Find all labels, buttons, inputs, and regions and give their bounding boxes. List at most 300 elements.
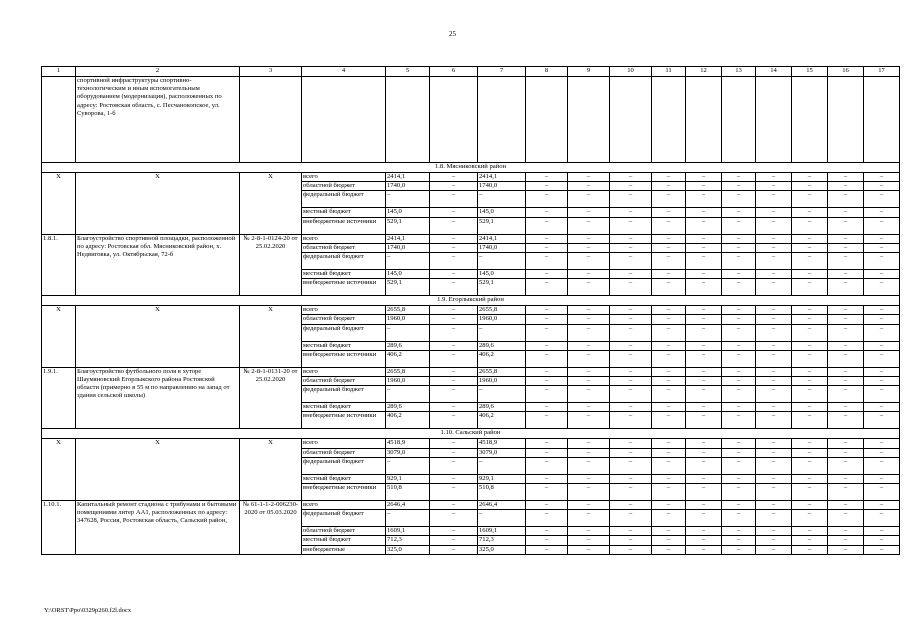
value-col7: 1960,0 [478,377,526,386]
value-col5: 289,6 [386,403,430,412]
table-row [42,501,900,510]
value-dash: – [652,457,686,474]
value-dash: – [652,217,686,234]
value-dash: – [722,341,756,350]
value-col7: – [478,510,526,527]
value-dash: – [610,243,652,252]
value-col7: 325,0 [478,545,526,554]
funding-source: федеральный бюджет [302,510,386,527]
value-dash: – [568,536,610,545]
column-number: 13 [722,67,756,77]
cell-empty [386,77,430,163]
column-number: 8 [526,67,568,77]
value-dash: – [526,386,568,403]
value-col6: – [430,536,478,545]
funding-source: местный бюджет [302,474,386,483]
value-dash: – [864,536,900,545]
value-dash: – [610,182,652,191]
value-dash: – [568,501,610,510]
value-dash: – [756,510,792,527]
value-dash: – [828,191,864,208]
value-dash: – [756,270,792,279]
value-dash: – [526,510,568,527]
value-col6: – [430,457,478,474]
value-dash: – [526,234,568,243]
value-dash: – [756,208,792,217]
value-dash: – [568,474,610,483]
value-dash: – [792,234,828,243]
value-dash: – [652,367,686,376]
value-col5: 145,0 [386,208,430,217]
value-dash: – [722,377,756,386]
value-dash: – [568,279,610,296]
value-dash: – [652,350,686,367]
value-dash: – [610,253,652,270]
value-col5: – [386,510,430,527]
value-col7: 145,0 [478,270,526,279]
value-dash: – [722,279,756,296]
value-dash: – [828,253,864,270]
page-number: 25 [449,30,456,38]
value-col5: – [386,386,430,403]
value-dash: – [864,182,900,191]
value-dash: – [792,208,828,217]
value-dash: – [756,501,792,510]
cell-empty [430,77,478,163]
value-dash: – [864,341,900,350]
value-dash: – [686,457,722,474]
value-dash: – [686,324,722,341]
value-dash: – [792,377,828,386]
value-dash: – [864,448,900,457]
value-dash: – [756,279,792,296]
column-number: 15 [792,67,828,77]
value-dash: – [722,403,756,412]
value-col6: – [430,510,478,527]
value-dash: – [610,341,652,350]
value-dash: – [686,377,722,386]
value-dash: – [652,191,686,208]
value-col7: 406,2 [478,350,526,367]
funding-source: областной бюджет [302,527,386,536]
value-dash: – [568,306,610,315]
value-col7: – [478,457,526,474]
value-dash: – [828,173,864,182]
value-dash: – [864,501,900,510]
value-dash: – [652,279,686,296]
value-dash: – [864,412,900,429]
value-dash: – [828,377,864,386]
value-dash: – [686,545,722,554]
value-dash: – [864,279,900,296]
value-dash: – [610,324,652,341]
value-col7: 289,6 [478,341,526,350]
value-dash: – [526,341,568,350]
value-dash: – [652,484,686,501]
value-col6: – [430,217,478,234]
funding-source: федеральный бюджет [302,191,386,208]
value-dash: – [828,439,864,448]
value-col7: 1609,1 [478,527,526,536]
value-dash: – [568,412,610,429]
value-dash: – [828,403,864,412]
table-row [42,306,900,315]
document-ref: X [240,173,302,235]
value-dash: – [792,324,828,341]
value-col7: 406,2 [478,412,526,429]
value-dash: – [610,208,652,217]
value-col6: – [430,474,478,483]
value-dash: – [652,386,686,403]
column-number: 6 [430,67,478,77]
value-dash: – [792,253,828,270]
funding-source: областной бюджет [302,448,386,457]
cell-empty [610,77,652,163]
value-dash: – [756,217,792,234]
value-dash: – [568,448,610,457]
value-dash: – [526,403,568,412]
value-col5: 406,2 [386,412,430,429]
value-dash: – [686,439,722,448]
value-dash: – [568,234,610,243]
value-dash: – [828,270,864,279]
value-dash: – [686,484,722,501]
section-title: 1.10. Сальский район [42,429,900,439]
value-dash: – [526,527,568,536]
funding-source: областной бюджет [302,315,386,324]
funding-source: внебюджетные источники [302,217,386,234]
value-col5: 406,2 [386,350,430,367]
funding-source: местный бюджет [302,208,386,217]
value-dash: – [828,386,864,403]
value-dash: – [722,173,756,182]
value-col7: – [478,324,526,341]
value-dash: – [792,484,828,501]
value-col6: – [430,448,478,457]
value-dash: – [610,457,652,474]
value-dash: – [864,173,900,182]
column-number: 2 [76,67,240,77]
value-dash: – [828,315,864,324]
section-title: 1.9. Егорлыкский район [42,296,900,306]
funding-source: всего [302,173,386,182]
value-dash: – [792,243,828,252]
value-dash: – [652,474,686,483]
value-dash: – [686,474,722,483]
value-col7: 2414,1 [478,234,526,243]
object-name: X [76,306,240,368]
value-dash: – [864,253,900,270]
cell-empty [686,77,722,163]
value-col6: – [430,315,478,324]
value-col5: 2414,1 [386,234,430,243]
value-dash: – [686,367,722,376]
value-dash: – [864,527,900,536]
column-number: 9 [568,67,610,77]
value-col6: – [430,243,478,252]
value-dash: – [828,182,864,191]
cell-empty [652,77,686,163]
value-col6: – [430,253,478,270]
value-col6: – [430,234,478,243]
funding-source: местный бюджет [302,270,386,279]
value-dash: – [686,350,722,367]
table-row [42,367,900,376]
value-dash: – [610,448,652,457]
value-dash: – [864,403,900,412]
cell-empty [302,77,386,163]
value-dash: – [652,545,686,554]
value-col6: – [430,527,478,536]
value-dash: – [792,474,828,483]
value-dash: – [686,191,722,208]
row-number: 1.9.1. [42,367,76,429]
value-dash: – [864,234,900,243]
value-dash: – [686,182,722,191]
value-dash: – [568,191,610,208]
value-col6: – [430,545,478,554]
value-dash: – [828,448,864,457]
value-dash: – [610,234,652,243]
value-dash: – [686,527,722,536]
value-dash: – [568,510,610,527]
funding-source: местный бюджет [302,536,386,545]
value-dash: – [652,182,686,191]
value-dash: – [756,448,792,457]
value-col6: – [430,191,478,208]
value-dash: – [722,501,756,510]
value-col5: 510,8 [386,484,430,501]
value-dash: – [792,315,828,324]
table-row [42,173,900,182]
value-dash: – [652,527,686,536]
column-number: 3 [240,67,302,77]
value-dash: – [610,527,652,536]
value-dash: – [686,315,722,324]
value-dash: – [652,501,686,510]
value-dash: – [526,377,568,386]
value-col7: 929,1 [478,474,526,483]
value-dash: – [526,173,568,182]
value-col7: 2414,1 [478,173,526,182]
value-col5: 2655,8 [386,306,430,315]
value-dash: – [526,217,568,234]
column-number: 7 [478,67,526,77]
value-dash: – [864,377,900,386]
funding-source: внебюджетные источники [302,279,386,296]
value-dash: – [686,412,722,429]
value-dash: – [686,234,722,243]
value-dash: – [652,341,686,350]
funding-source: всего [302,234,386,243]
value-dash: – [568,457,610,474]
document-ref: X [240,439,302,501]
value-dash: – [792,279,828,296]
funding-source: всего [302,501,386,510]
value-dash: – [722,243,756,252]
value-dash: – [828,217,864,234]
value-dash: – [526,412,568,429]
value-dash: – [652,270,686,279]
funding-table [41,66,900,555]
value-dash: – [722,208,756,217]
cell-empty [722,77,756,163]
value-col7: 4518,9 [478,439,526,448]
value-dash: – [652,536,686,545]
footer-file-path: Y:\ORST\Ppo\0329p260.f2l.docx [44,607,132,614]
value-dash: – [828,341,864,350]
value-dash: – [828,367,864,376]
value-dash: – [568,270,610,279]
value-dash: – [828,412,864,429]
value-dash: – [526,474,568,483]
value-dash: – [568,315,610,324]
value-col7: 2655,8 [478,306,526,315]
value-dash: – [610,439,652,448]
value-dash: – [864,243,900,252]
column-number: 16 [828,67,864,77]
object-name: Благоустройство спортивной площадки, расположенной по адресу: Ростовская обл. Мясниковский район, х. Недвиговка, ул. Октябрьская, 72-б [76,234,240,296]
value-dash: – [652,403,686,412]
section-title: 1.8. Мясниковский район [42,163,900,173]
section-header-row [42,429,900,439]
value-col6: – [430,403,478,412]
value-dash: – [686,173,722,182]
value-dash: – [526,182,568,191]
value-dash: – [756,191,792,208]
value-dash: – [568,386,610,403]
value-col7: 712,3 [478,536,526,545]
value-dash: – [526,350,568,367]
row-number: X [42,439,76,501]
table-row [42,77,900,163]
value-dash: – [526,501,568,510]
value-dash: – [864,208,900,217]
value-dash: – [568,217,610,234]
value-dash: – [792,457,828,474]
column-number: 1 [42,67,76,77]
value-col5: – [386,191,430,208]
cell-empty [864,77,900,163]
value-dash: – [828,484,864,501]
document-ref: № 2-8-1-0124-20 от 25.02.2020 [240,234,302,296]
column-number: 10 [610,67,652,77]
value-dash: – [652,243,686,252]
value-dash: – [722,315,756,324]
value-col5: 2414,1 [386,173,430,182]
value-dash: – [526,367,568,376]
value-dash: – [568,208,610,217]
value-dash: – [792,367,828,376]
value-col5: 1740,0 [386,243,430,252]
cell-empty [42,77,76,163]
value-dash: – [526,306,568,315]
value-col6: – [430,377,478,386]
value-dash: – [722,182,756,191]
value-col5: 929,1 [386,474,430,483]
value-dash: – [828,545,864,554]
value-col6: – [430,484,478,501]
value-dash: – [722,448,756,457]
value-dash: – [652,234,686,243]
value-dash: – [722,350,756,367]
value-dash: – [526,270,568,279]
value-dash: – [864,386,900,403]
value-dash: – [828,243,864,252]
value-dash: – [610,191,652,208]
value-dash: – [756,377,792,386]
value-dash: – [568,527,610,536]
section-header-row [42,163,900,173]
value-dash: – [610,217,652,234]
value-dash: – [526,243,568,252]
value-dash: – [864,367,900,376]
value-dash: – [828,510,864,527]
value-dash: – [722,484,756,501]
value-col7: 145,0 [478,208,526,217]
funding-source: федеральный бюджет [302,457,386,474]
row-number: 1.10.1. [42,501,76,555]
cell-empty [568,77,610,163]
value-dash: – [568,367,610,376]
value-dash: – [652,306,686,315]
value-dash: – [828,457,864,474]
value-dash: – [686,403,722,412]
value-col5: 712,3 [386,536,430,545]
value-dash: – [526,324,568,341]
value-dash: – [756,253,792,270]
value-dash: – [610,350,652,367]
value-dash: – [652,377,686,386]
value-col5: – [386,253,430,270]
value-dash: – [652,173,686,182]
value-dash: – [864,217,900,234]
value-dash: – [792,173,828,182]
value-dash: – [792,306,828,315]
cell-empty [792,77,828,163]
column-number: 17 [864,67,900,77]
value-dash: – [568,341,610,350]
value-dash: – [864,306,900,315]
value-col5: – [386,324,430,341]
value-dash: – [792,191,828,208]
value-dash: – [792,527,828,536]
value-dash: – [526,315,568,324]
value-dash: – [756,403,792,412]
value-dash: – [828,350,864,367]
value-dash: – [722,253,756,270]
value-dash: – [652,439,686,448]
value-dash: – [610,510,652,527]
value-dash: – [792,350,828,367]
value-dash: – [722,386,756,403]
value-dash: – [526,484,568,501]
cell-empty [756,77,792,163]
column-number-row [42,67,900,77]
value-col6: – [430,439,478,448]
value-dash: – [652,208,686,217]
value-dash: – [526,208,568,217]
value-dash: – [610,386,652,403]
value-col5: 1960,0 [386,315,430,324]
value-dash: – [722,439,756,448]
value-dash: – [610,279,652,296]
value-dash: – [686,217,722,234]
value-dash: – [864,484,900,501]
row-number: 1.8.1. [42,234,76,296]
value-col7: – [478,191,526,208]
value-dash: – [864,457,900,474]
